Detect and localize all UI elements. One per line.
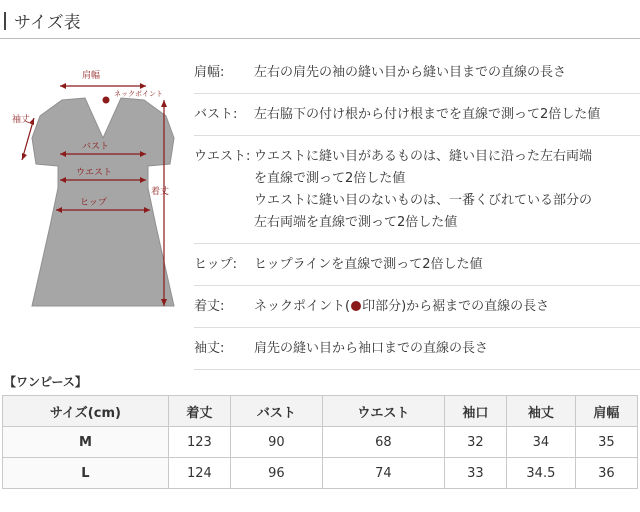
table-cell: 123 [168, 427, 230, 458]
definition-term: 着丈: [194, 299, 225, 314]
label-shoulder: 肩幅 [82, 71, 101, 81]
definition-term: 袖丈: [194, 341, 225, 356]
label-sleeve: 袖丈 [12, 115, 31, 125]
definition-line: ウエストに縫い目のないものは、一番くびれている部分の [254, 193, 593, 208]
table-cell: 33 [444, 458, 506, 489]
table-cell: 35 [575, 427, 637, 458]
definition-text [254, 296, 640, 318]
definition-text [254, 338, 640, 360]
table-header-cell: 着丈 [168, 396, 230, 427]
table-row [3, 427, 638, 458]
definition-text [254, 62, 640, 84]
dress-diagram-svg [0, 58, 190, 328]
definition-line: ヒップラインを直線で測って2倍した値 [254, 257, 483, 272]
definition-text [254, 104, 640, 126]
table-header-row [3, 396, 638, 427]
label-length: 着丈 [151, 187, 170, 197]
table-header-cell: サイズ(cm) [3, 396, 169, 427]
definition-text-post: 印部分)から裾までの直線の長さ [362, 299, 550, 314]
definition-line: 左右脇下の付け根から付け根までを直線で測って2倍した値 [254, 107, 601, 122]
table-header-cell: 肩幅 [575, 396, 637, 427]
definition-row [194, 62, 640, 94]
neck-point-marker [103, 97, 110, 104]
definition-line: 肩先の縫い目から袖口までの直線の長さ [254, 341, 489, 356]
table-header-cell: 袖丈 [506, 396, 575, 427]
definition-text [254, 146, 640, 234]
definition-term: バスト: [194, 107, 238, 122]
dress-diagram [0, 58, 190, 328]
definition-term: 肩幅: [194, 65, 225, 80]
table-row [3, 458, 638, 489]
table-header-cell: ウエスト [322, 396, 444, 427]
definition-row [194, 244, 640, 286]
definition-row [194, 136, 640, 244]
table-cell: 34 [506, 427, 575, 458]
definition-line: 左右両端を直線で測って2倍した値 [254, 215, 458, 230]
definition-line: を直線で測って2倍した値 [254, 171, 406, 186]
table-cell: 32 [444, 427, 506, 458]
page-title-text: サイズ表 [14, 13, 81, 33]
table-cell: 68 [322, 427, 444, 458]
definition-line: ウエストに縫い目があるものは、縫い目に沿った左右両端 [254, 149, 593, 164]
table-header-cell: バスト [230, 396, 322, 427]
title-divider [0, 38, 640, 39]
neck-point-dot-icon [351, 301, 361, 311]
definition-row [194, 94, 640, 136]
table-cell: 96 [230, 458, 322, 489]
table-cell: 74 [322, 458, 444, 489]
label-bust: バスト [82, 142, 110, 152]
size-label-cell: M [3, 427, 169, 458]
definitions-list [194, 62, 640, 370]
table-cell: 34.5 [506, 458, 575, 489]
table-cell: 124 [168, 458, 230, 489]
definition-line: 左右の肩先の袖の縫い目から縫い目までの直線の長さ [254, 65, 567, 80]
definition-text [254, 254, 640, 276]
table-cell: 90 [230, 427, 322, 458]
definition-term: ヒップ: [194, 257, 237, 272]
table-header-cell: 袖口 [444, 396, 506, 427]
table-cell: 36 [575, 458, 637, 489]
definition-term: ウエスト: [194, 149, 251, 164]
label-neck-point: ネックポイント [114, 90, 163, 98]
section-title: 【ワンピース】 [4, 375, 87, 389]
page-title [4, 8, 81, 33]
definition-text-pre: ネックポイント( [254, 299, 351, 314]
size-table [2, 395, 638, 489]
title-bar [4, 12, 6, 30]
size-label-cell: L [3, 458, 169, 489]
label-hip: ヒップ [80, 198, 107, 208]
definition-row [194, 286, 640, 328]
definition-row [194, 328, 640, 370]
label-waist: ウエスト [76, 168, 113, 178]
